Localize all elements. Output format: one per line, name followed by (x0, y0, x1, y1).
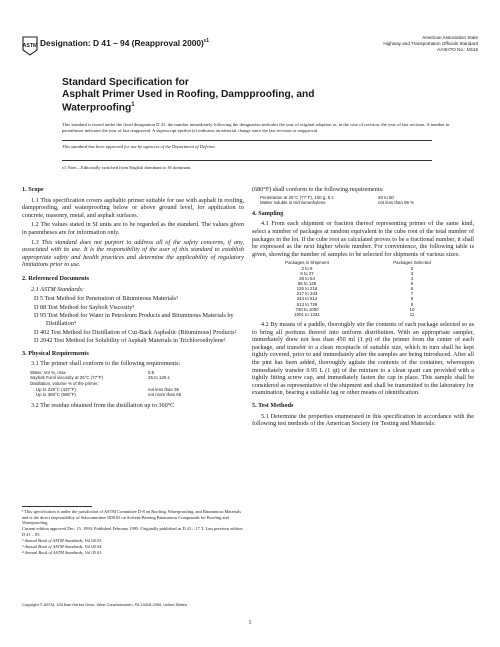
referenced-sub: 2.1 ASTM Standards: (31, 285, 85, 293)
astm-logo-icon (22, 36, 38, 56)
document-title (62, 77, 442, 114)
title-line-1: Standard Specification for (62, 77, 189, 88)
test-methods-p1: 5.1 Determine the properties enumerated in this specification in accordance with the following test methods of the American Society for Testing and Materials: (252, 412, 474, 428)
scope-p3: 1.3 This standard does not purport to address all of the safety concerns, if any, associated with its use. It is the responsibility of the user of this standard to establish appropriate safety and health practices and determine the applicability of regulatory limitations prior to use. (22, 238, 244, 269)
sample-table (252, 260, 474, 317)
sampling-heading: 4. Sampling (252, 209, 284, 217)
test-methods-heading: 5. Test Methods (252, 402, 294, 409)
footnote: ³ Annual Book of ASTM Standards, Vol 04.04. (22, 544, 103, 550)
scope-p2: 1.2 The values stated in SI units are to be regarded as the standard. The values given in parentheses are for information only. (22, 221, 244, 236)
title-line-3: Waterproofing$^1$ (62, 102, 135, 114)
sampling-p1: 4.1 From each shipment or fraction thereof representing primer of the same kind, select a number of packages at random equivalent to the cube root of the total number of packages in the lot. If the cube root as calculated proves to be a fractional number, it shall be expressed as the next higher whole number. For convenience, the following table is given, showing the number of samples to be selected for shipments of various sizes: (252, 220, 474, 258)
reference-item: D 402 Test Method for Distillation of Cut-Back Asphaltic (Bituminous) Products² (34, 328, 237, 336)
table-row: Penetration at 25°C (77°F), 100 g, 5 s 20 to 50 (260, 194, 394, 200)
table-header-row: Packages in Shipment Packages Selected (285, 260, 431, 266)
footnote: Current edition approved Dec. 15, 1994. Published February 1995. Originally published as D 41 – 17 T. Last previous edition D 41 – 85. (22, 526, 243, 537)
physical-p2: 3.2 The residue obtained from the distillation up to 360°C (31, 401, 175, 409)
table-row: 730 to 1000 10 (295, 306, 415, 312)
footnotes (22, 509, 244, 556)
footnote: ⁴ Annual Book of ASTM Standards, Vol 05.01. (22, 550, 103, 556)
assoc-line: American Association State (422, 35, 478, 40)
residue-continuation: (680°F) shall conform to the following requirements: (252, 186, 384, 193)
footnote: ¹ This specification is under the jurisdiction of ASTM Committee D-8 on Roofing, Waterproofing, and Bituminous Materials and is the direct responsibility of Subcommittee D08.05 on Solvent-Bearing Bituminous Compounds for Roofing and Waterproofing. (22, 509, 242, 526)
assoc-line: Highway and Transportation Officials Standard (383, 41, 478, 46)
referenced-heading: 2. Referenced Documents (22, 274, 90, 282)
table-row: Up to 225°C (437°F) not less than 35 (36, 386, 180, 392)
table-row: 28 to 64 4 (299, 275, 414, 281)
scope-p1: 1.1 This specification covers asphaltic primer suitable for use with asphalt in roofing, dampproofing, and waterproofing below or above ground level, for application to concrete, masonry, metal, and asphalt surfaces. (22, 196, 244, 219)
scope-heading: 1. Scope (22, 186, 44, 193)
table-row: 1001 to 1331 11 (294, 311, 415, 317)
requirements-table (30, 370, 244, 398)
designation (40, 38, 209, 48)
table-row: 344 to 512 8 (296, 296, 414, 302)
physical-p1: 3.1 The primer shall conform to the following requirements: (31, 360, 181, 368)
page-number: 1 (248, 620, 252, 626)
table-row: Water, Vol %, max 0.5 (30, 369, 155, 375)
designation-text: Designation: D 41 – 94 (Reapproval 2000) (40, 38, 204, 48)
right-column (252, 186, 474, 430)
standard-note: This standard is issued under the fixed designation D 41; the number immediately following the designation indicates the year of original adoption or, in the case of revision, the year of last revision. A number in parentheses indicates the year of last reapproval. A superscript epsilon (ε) indicates an editorial change since the last revision or reapproval. (62, 122, 450, 134)
approval-note: This standard has been approved for use by agencies of the Department of Defense. (62, 144, 216, 149)
assoc-line: AASHTO No.: M116 (437, 47, 478, 52)
title-line-2: Asphalt Primer Used in Roofing, Dampproofing, and (62, 88, 315, 100)
residue-table (260, 195, 474, 206)
table-row: 2 to 8 2 (301, 265, 414, 271)
table-row: 126 to 216 6 (296, 286, 414, 292)
table-row: 65 to 125 5 (297, 280, 414, 286)
table-row: 513 to 729 9 (296, 301, 414, 307)
divider (62, 140, 432, 141)
designation-sup: ε1 (203, 38, 209, 45)
editorial-note: ε1 Note—Editorially switched from English dominant to SI dominant. (62, 165, 192, 170)
table-row: Matter soluble in trichloroethylene not less than 99 % (260, 200, 415, 206)
table-row: Saybolt Furol viscosity at 25°C (77°F) 25 to 125 s (30, 375, 170, 381)
sampling-p2: 4.2 By means of a paddle, thoroughly stir the contents of each package selected so as to bring all portions thereof into uniform distribution. With an appropriate sampler, immediately draw not less than 450 ml (1 pt) of the primer from the center of each package, and transfer to a clean receptacle of suitable size, which in turn shall be kept tightly covered, prior to and immediately after the samples are being introduced. After all the pint has been added, thoroughly agitate the contents of the container, whereupon immediately transfer 0.95 L (1 qt) of the mixture to a clean quart can provided with a tightly fitting screw cap, and immediately fasten the cap in place. This sample shall be considered as representative of the shipment and shall be transmitted to the laboratory for examination, bearing a suitable tag or other means of identification. (252, 321, 474, 397)
left-column (22, 186, 244, 411)
table-row: Distillation, volume % of the primer: (30, 381, 99, 387)
svg-text:ASTM: ASTM (22, 43, 38, 49)
reference-item: D 5 Test Method for Penetration of Bituminous Materials² (34, 295, 178, 303)
table-row: 9 to 27 3 (300, 270, 414, 276)
table-row: 217 to 343 7 (296, 291, 414, 297)
footnote: ² Annual Book of ASTM Standards, Vol 04.03. (22, 537, 103, 543)
reference-item: D 95 Test Method for Water in Petroleum Products and Bituminous Materials by Distillation⁴ (34, 312, 234, 327)
physical-heading: 3. Physical Requirements (22, 349, 89, 357)
table-row: Up to 360°C (680°F) not more than 65 (36, 392, 182, 398)
reference-item: D 2042 Test Method for Solubility of Asphalt Materials in Trichloroethylene² (34, 337, 226, 345)
copyright-line: Copyright © ASTM, 100 Barr Harbor Drive, West Conshohocken, PA 19428-2959, United States. (22, 602, 188, 607)
footnote-rule (22, 506, 92, 507)
reference-item: D 88 Test Method for Saybolt Viscosity³ (34, 303, 135, 311)
aashto-block (383, 35, 478, 53)
divider (62, 160, 432, 161)
